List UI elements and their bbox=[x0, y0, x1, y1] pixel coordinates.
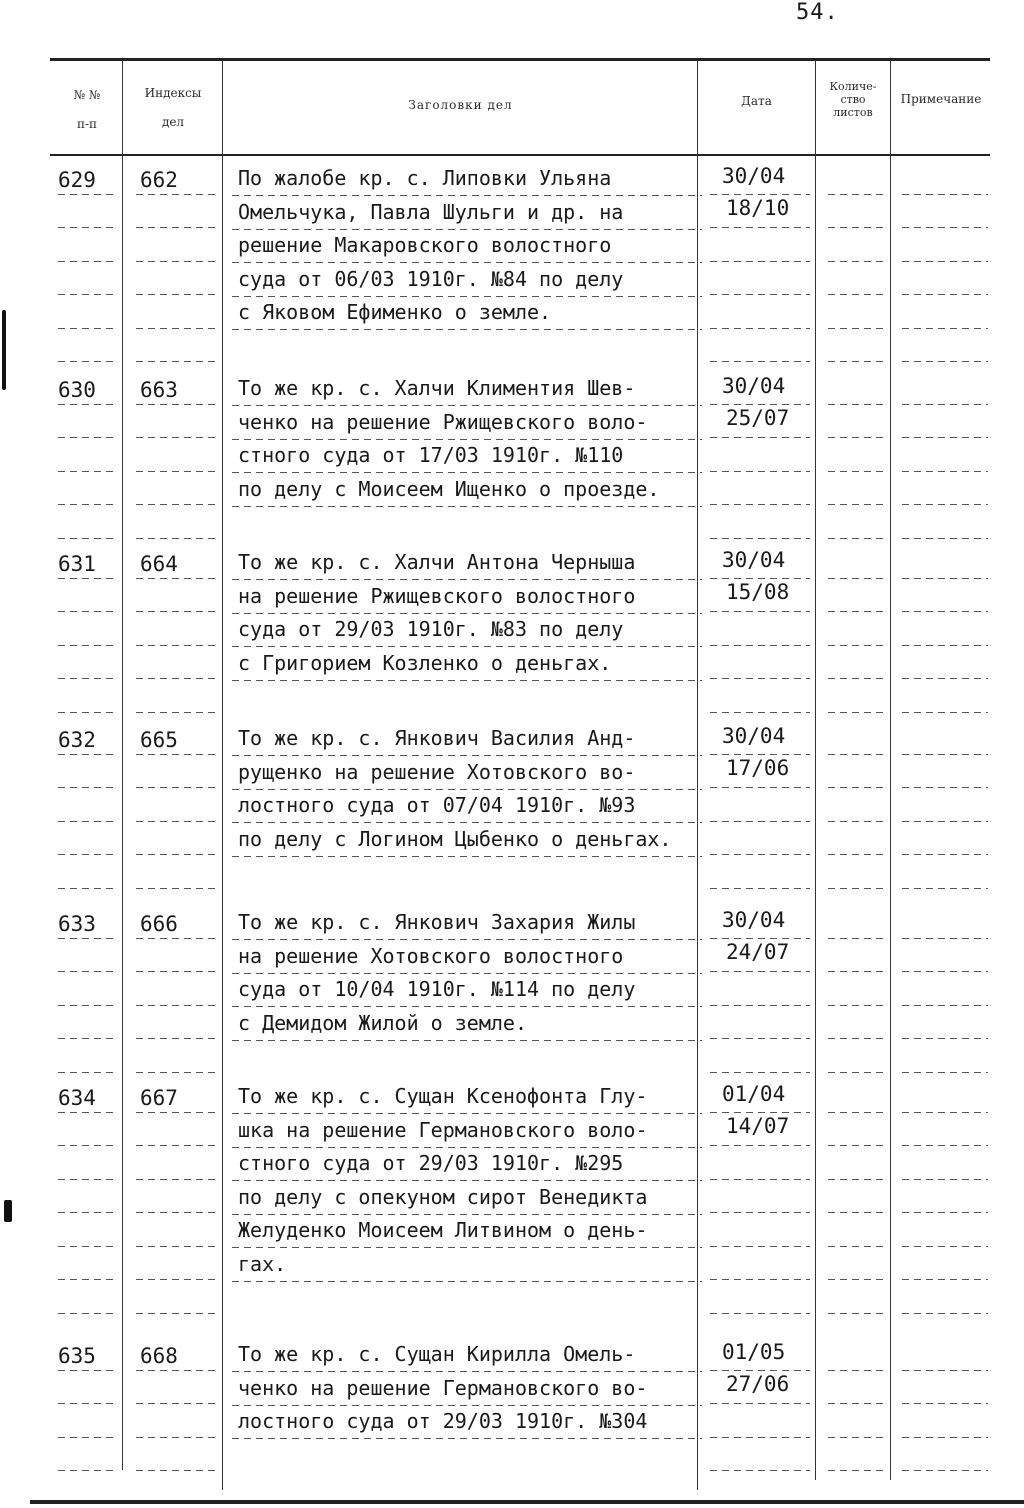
header-note: Примечание bbox=[900, 92, 982, 106]
ruling-dash bbox=[58, 1370, 118, 1371]
row-title-line: То же кр. с. Янкович Василия Анд- bbox=[238, 726, 636, 750]
ruling-dash bbox=[828, 437, 884, 438]
ruling-dash bbox=[902, 1038, 988, 1039]
row-index: 667 bbox=[140, 1086, 178, 1110]
ruling-dash bbox=[136, 1005, 216, 1006]
ruling-dash bbox=[58, 787, 118, 788]
row-title-line: Желуденко Моисеем Литвином о день- bbox=[238, 1218, 648, 1242]
ruling-dash bbox=[136, 294, 216, 295]
underline-rule bbox=[232, 472, 702, 473]
ruling-dash bbox=[828, 1038, 884, 1039]
ruling-dash bbox=[136, 1038, 216, 1039]
row-date-start: 30/04 bbox=[722, 374, 786, 398]
ruling-dash bbox=[828, 1145, 884, 1146]
row-date-end: 24/07 bbox=[726, 940, 790, 964]
ruling-dash bbox=[58, 754, 118, 755]
underline-rule bbox=[232, 1438, 702, 1439]
ruling-dash bbox=[710, 678, 810, 679]
ruling-dash bbox=[58, 1212, 118, 1213]
ruling-dash bbox=[902, 1072, 988, 1073]
row-date-start: 01/04 bbox=[722, 1082, 786, 1106]
ruling-dash bbox=[828, 504, 884, 505]
underline-rule bbox=[232, 329, 702, 330]
ruling-dash bbox=[136, 538, 216, 539]
underline-rule bbox=[232, 613, 702, 614]
ruling-dash bbox=[58, 712, 118, 713]
ruling-dash bbox=[828, 1437, 884, 1438]
ruling-dash bbox=[902, 328, 988, 329]
ruling-dash bbox=[902, 971, 988, 972]
ruling-dash bbox=[58, 1470, 118, 1471]
ruling-dash bbox=[828, 938, 884, 939]
ruling-dash bbox=[828, 971, 884, 972]
ruling-dash bbox=[710, 888, 810, 889]
ruling-dash bbox=[710, 538, 810, 539]
ruling-dash bbox=[902, 194, 988, 195]
ruling-dash bbox=[902, 538, 988, 539]
ruling-dash bbox=[710, 1038, 810, 1039]
row-title-line: Омельчука, Павла Шульги и др. на bbox=[238, 199, 624, 224]
ruling-dash bbox=[902, 1179, 988, 1180]
ruling-dash bbox=[136, 678, 216, 679]
ruling-dash bbox=[828, 712, 884, 713]
ruling-dash bbox=[136, 645, 216, 646]
ruling-dash bbox=[828, 227, 884, 228]
ruling-dash bbox=[136, 471, 216, 472]
ruling-dash bbox=[710, 471, 810, 472]
row-title-line: с Демидом Жилой о земле. bbox=[238, 1010, 527, 1035]
ruling-dash bbox=[828, 1246, 884, 1247]
underline-rule bbox=[232, 973, 702, 974]
ruling-dash bbox=[58, 1437, 118, 1438]
ruling-dash bbox=[136, 1212, 216, 1213]
ruling-dash bbox=[902, 227, 988, 228]
row-index: 666 bbox=[140, 912, 178, 936]
ruling-dash bbox=[58, 361, 118, 362]
ruling-dash bbox=[136, 437, 216, 438]
ruling-dash bbox=[58, 821, 118, 822]
row-title-line: По жалобе кр. с. Липовки Ульяна bbox=[238, 166, 612, 190]
row-number: 629 bbox=[58, 168, 96, 192]
row-title-line: суда от 10/04 1910г. №114 по делу bbox=[238, 977, 636, 1001]
ruling-dash bbox=[902, 1370, 988, 1371]
ruling-dash bbox=[58, 1246, 118, 1247]
ruling-dash bbox=[710, 1313, 810, 1314]
row-number: 632 bbox=[58, 728, 96, 752]
ruling-dash bbox=[710, 404, 810, 405]
ruling-dash bbox=[828, 787, 884, 788]
row-date-start: 30/04 bbox=[722, 164, 786, 188]
ruling-dash bbox=[58, 1145, 118, 1146]
row-title-line: по делу с Моисеем Ищенко о проезде. bbox=[238, 476, 660, 501]
ruling-dash bbox=[58, 194, 118, 195]
ruling-dash bbox=[710, 645, 810, 646]
header-date: Дата bbox=[741, 94, 772, 108]
row-date-start: 30/04 bbox=[722, 548, 786, 572]
underline-rule bbox=[232, 579, 702, 580]
ruling-dash bbox=[710, 1246, 810, 1247]
underline-rule bbox=[232, 1247, 702, 1248]
ruling-dash bbox=[710, 1005, 810, 1006]
ruling-dash bbox=[710, 1279, 810, 1280]
row-title-line: суда от 06/03 1910г. №84 по делу bbox=[238, 266, 624, 291]
row-index: 663 bbox=[140, 378, 178, 402]
ruling-dash bbox=[710, 194, 810, 195]
ruling-dash bbox=[902, 1313, 988, 1314]
ruling-dash bbox=[58, 888, 118, 889]
ruling-dash bbox=[902, 888, 988, 889]
row-date-end: 18/10 bbox=[726, 196, 790, 220]
ruling-dash bbox=[136, 1072, 216, 1073]
row-title-line: стного суда от 17/03 1910г. №110 bbox=[238, 443, 624, 467]
ruling-dash bbox=[828, 471, 884, 472]
row-date-end: 15/08 bbox=[726, 580, 790, 604]
ruling-dash bbox=[828, 361, 884, 362]
ruling-dash bbox=[58, 227, 118, 228]
underline-rule bbox=[232, 680, 702, 681]
row-title-line: То же кр. с. Халчи Климентия Шев- bbox=[238, 376, 636, 400]
row-number: 633 bbox=[58, 912, 96, 936]
underline-rule bbox=[232, 789, 702, 790]
ruling-dash bbox=[58, 678, 118, 679]
ruling-dash bbox=[710, 1145, 810, 1146]
ruling-dash bbox=[136, 888, 216, 889]
ruling-dash bbox=[58, 1112, 118, 1113]
ruling-dash bbox=[710, 1112, 810, 1113]
row-title-line: суда от 29/03 1910г. №83 по делу bbox=[238, 617, 624, 641]
row-date-end: 17/06 bbox=[726, 756, 790, 780]
underline-rule bbox=[232, 1180, 702, 1181]
row-title-line: лостного суда от 29/03 1910г. №304 bbox=[238, 1409, 648, 1433]
row-title-line: гах. bbox=[238, 1251, 287, 1276]
row-title-line: на решение Ржищевского волостного bbox=[238, 583, 636, 608]
ruling-dash bbox=[136, 504, 216, 505]
row-title-line: с Григорием Козленко о деньгах. bbox=[238, 650, 612, 675]
ruling-dash bbox=[58, 328, 118, 329]
ruling-dash bbox=[136, 1246, 216, 1247]
ruling-dash bbox=[828, 645, 884, 646]
row-date-end: 14/07 bbox=[726, 1114, 790, 1138]
ruling-dash bbox=[710, 754, 810, 755]
ruling-dash bbox=[828, 1403, 884, 1404]
row-title-line: То же кр. с. Халчи Антона Черныша bbox=[238, 550, 636, 574]
ruling-dash bbox=[136, 854, 216, 855]
ruling-dash bbox=[136, 1437, 216, 1438]
ruling-dash bbox=[710, 328, 810, 329]
ruling-dash bbox=[58, 854, 118, 855]
ruling-dash bbox=[902, 1112, 988, 1113]
underline-rule bbox=[232, 296, 702, 297]
ruling-dash bbox=[828, 854, 884, 855]
underline-rule bbox=[232, 506, 702, 507]
ruling-dash bbox=[828, 328, 884, 329]
ruling-dash bbox=[58, 437, 118, 438]
ruling-dash bbox=[58, 645, 118, 646]
row-date-end: 25/07 bbox=[726, 406, 790, 430]
ruling-dash bbox=[136, 1145, 216, 1146]
table-header-rule bbox=[50, 154, 990, 156]
row-index: 668 bbox=[140, 1344, 178, 1368]
row-number: 634 bbox=[58, 1086, 96, 1110]
row-title-line: шка на решение Германовского воло- bbox=[238, 1117, 648, 1142]
column-rule bbox=[697, 60, 698, 1490]
ruling-dash bbox=[828, 194, 884, 195]
column-rule bbox=[222, 60, 223, 1490]
ruling-dash bbox=[710, 1370, 810, 1371]
ruling-dash bbox=[710, 1437, 810, 1438]
ruling-dash bbox=[136, 194, 216, 195]
ruling-dash bbox=[710, 1470, 810, 1471]
ruling-dash bbox=[58, 504, 118, 505]
header-number: № № п-п bbox=[73, 88, 101, 131]
ruling-dash bbox=[902, 1279, 988, 1280]
ruling-dash bbox=[136, 1112, 216, 1113]
ruling-dash bbox=[902, 578, 988, 579]
ruling-dash bbox=[136, 361, 216, 362]
ruling-dash bbox=[58, 1072, 118, 1073]
ruling-dash bbox=[136, 754, 216, 755]
ruling-dash bbox=[902, 504, 988, 505]
ruling-dash bbox=[902, 712, 988, 713]
ruling-dash bbox=[828, 404, 884, 405]
ruling-dash bbox=[58, 538, 118, 539]
ruling-dash bbox=[136, 1313, 216, 1314]
ruling-dash bbox=[902, 437, 988, 438]
ruling-dash bbox=[902, 471, 988, 472]
row-title-line: То же кр. с. Янкович Захария Жилы bbox=[238, 910, 636, 934]
ruling-dash bbox=[828, 678, 884, 679]
underline-rule bbox=[232, 405, 702, 406]
ruling-dash bbox=[136, 821, 216, 822]
underline-rule bbox=[232, 195, 702, 196]
ruling-dash bbox=[58, 611, 118, 612]
ruling-dash bbox=[828, 1112, 884, 1113]
ruling-dash bbox=[58, 261, 118, 262]
row-title-line: по делу с Логином Цыбенко о деньгах. bbox=[238, 826, 672, 851]
row-title-line: лостного суда от 07/04 1910г. №93 bbox=[238, 793, 636, 817]
ruling-dash bbox=[902, 645, 988, 646]
ruling-dash bbox=[710, 787, 810, 788]
margin-mark bbox=[4, 1200, 12, 1222]
ruling-dash bbox=[58, 404, 118, 405]
ruling-dash bbox=[710, 712, 810, 713]
ruling-dash bbox=[136, 1370, 216, 1371]
row-title-line: по делу с опекуном сирот Венедикта bbox=[238, 1184, 648, 1209]
ruling-dash bbox=[710, 1212, 810, 1213]
ruling-dash bbox=[136, 1179, 216, 1180]
ruling-dash bbox=[710, 611, 810, 612]
row-title-line: ченко на решение Ржищевского воло- bbox=[238, 409, 648, 434]
ruling-dash bbox=[58, 471, 118, 472]
ruling-dash bbox=[902, 754, 988, 755]
row-index: 662 bbox=[140, 168, 178, 192]
underline-rule bbox=[232, 939, 702, 940]
ruling-dash bbox=[828, 821, 884, 822]
ruling-dash bbox=[710, 1072, 810, 1073]
ruling-dash bbox=[902, 821, 988, 822]
ruling-dash bbox=[136, 261, 216, 262]
ruling-dash bbox=[136, 1470, 216, 1471]
ruling-dash bbox=[710, 578, 810, 579]
ruling-dash bbox=[828, 294, 884, 295]
row-title-line: решение Макаровского волостного bbox=[238, 233, 612, 257]
ruling-dash bbox=[710, 854, 810, 855]
column-rule bbox=[815, 60, 816, 1480]
ruling-dash bbox=[136, 1403, 216, 1404]
ruling-dash bbox=[136, 578, 216, 579]
column-rule bbox=[890, 60, 891, 1480]
ruling-dash bbox=[902, 787, 988, 788]
underline-rule bbox=[232, 646, 702, 647]
ruling-dash bbox=[58, 1403, 118, 1404]
underline-rule bbox=[232, 755, 702, 756]
ruling-dash bbox=[828, 1179, 884, 1180]
ruling-dash bbox=[710, 227, 810, 228]
underline-rule bbox=[232, 1147, 702, 1148]
row-title-line: То же кр. с. Сущан Кирилла Омель- bbox=[238, 1342, 636, 1366]
ruling-dash bbox=[58, 938, 118, 939]
underline-rule bbox=[232, 1405, 702, 1406]
row-date-start: 01/05 bbox=[722, 1340, 786, 1364]
row-index: 665 bbox=[140, 728, 178, 752]
table-top-rule bbox=[50, 58, 990, 61]
ruling-dash bbox=[710, 1179, 810, 1180]
ruling-dash bbox=[828, 1313, 884, 1314]
ruling-dash bbox=[136, 1279, 216, 1280]
ruling-dash bbox=[902, 1145, 988, 1146]
row-number: 631 bbox=[58, 552, 96, 576]
ruling-dash bbox=[710, 294, 810, 295]
underline-rule bbox=[232, 262, 702, 263]
underline-rule bbox=[232, 439, 702, 440]
ruling-dash bbox=[136, 404, 216, 405]
ruling-dash bbox=[902, 1437, 988, 1438]
ruling-dash bbox=[902, 1212, 988, 1213]
ruling-dash bbox=[710, 1403, 810, 1404]
table-bottom-rule bbox=[30, 1500, 1024, 1504]
ruling-dash bbox=[710, 261, 810, 262]
ruling-dash bbox=[136, 611, 216, 612]
row-title-line: с Яковом Ефименко о земле. bbox=[238, 300, 552, 324]
column-rule bbox=[122, 60, 123, 1470]
ruling-dash bbox=[828, 1072, 884, 1073]
row-title-line: ченко на решение Германовского во- bbox=[238, 1375, 648, 1400]
underline-rule bbox=[232, 1006, 702, 1007]
header-count: Количе- ство листов bbox=[829, 80, 877, 119]
ruling-dash bbox=[58, 1179, 118, 1180]
ruling-dash bbox=[710, 971, 810, 972]
row-title-line: на решение Хотовского волостного bbox=[238, 943, 624, 968]
ruling-dash bbox=[828, 611, 884, 612]
row-date-start: 30/04 bbox=[722, 908, 786, 932]
underline-rule bbox=[232, 856, 702, 857]
ruling-dash bbox=[902, 261, 988, 262]
row-number: 630 bbox=[58, 378, 96, 402]
ruling-dash bbox=[902, 678, 988, 679]
ruling-dash bbox=[136, 971, 216, 972]
row-title-line: То же кр. с. Сущан Ксенофонта Глу- bbox=[238, 1084, 648, 1108]
ruling-dash bbox=[58, 1038, 118, 1039]
underline-rule bbox=[232, 229, 702, 230]
header-titles: Заголовки дел bbox=[408, 98, 513, 112]
ruling-dash bbox=[58, 294, 118, 295]
ruling-dash bbox=[828, 1005, 884, 1006]
ruling-dash bbox=[58, 1313, 118, 1314]
ruling-dash bbox=[828, 1212, 884, 1213]
page-number: 54. bbox=[796, 0, 839, 25]
ruling-dash bbox=[710, 821, 810, 822]
ruling-dash bbox=[902, 854, 988, 855]
ruling-dash bbox=[710, 361, 810, 362]
ruling-dash bbox=[710, 938, 810, 939]
ruling-dash bbox=[136, 938, 216, 939]
ruling-dash bbox=[828, 1279, 884, 1280]
ruling-dash bbox=[58, 1005, 118, 1006]
ruling-dash bbox=[902, 1246, 988, 1247]
row-index: 664 bbox=[140, 552, 178, 576]
underline-rule bbox=[232, 822, 702, 823]
underline-rule bbox=[232, 1214, 702, 1215]
underline-rule bbox=[232, 1113, 702, 1114]
ruling-dash bbox=[902, 938, 988, 939]
row-number: 635 bbox=[58, 1344, 96, 1368]
row-date-end: 27/06 bbox=[726, 1372, 790, 1396]
row-date-start: 30/04 bbox=[722, 724, 786, 748]
ruling-dash bbox=[58, 1279, 118, 1280]
ruling-dash bbox=[710, 504, 810, 505]
ruling-dash bbox=[828, 888, 884, 889]
ruling-dash bbox=[902, 294, 988, 295]
ruling-dash bbox=[902, 611, 988, 612]
ruling-dash bbox=[136, 227, 216, 228]
row-title-line: рущенко на решение Хотовского во- bbox=[238, 759, 636, 784]
ruling-dash bbox=[136, 787, 216, 788]
ruling-dash bbox=[902, 1470, 988, 1471]
ruling-dash bbox=[828, 538, 884, 539]
underline-rule bbox=[232, 1281, 702, 1282]
ruling-dash bbox=[828, 261, 884, 262]
ruling-dash bbox=[902, 1403, 988, 1404]
ruling-dash bbox=[902, 404, 988, 405]
underline-rule bbox=[232, 1371, 702, 1372]
ruling-dash bbox=[828, 754, 884, 755]
underline-rule bbox=[232, 1040, 702, 1041]
ruling-dash bbox=[902, 1005, 988, 1006]
header-index: Индексы дел bbox=[144, 86, 202, 129]
ruling-dash bbox=[58, 578, 118, 579]
ruling-dash bbox=[136, 328, 216, 329]
ruling-dash bbox=[902, 361, 988, 362]
ruling-dash bbox=[828, 1370, 884, 1371]
ruling-dash bbox=[828, 578, 884, 579]
ruling-dash bbox=[58, 971, 118, 972]
ruling-dash bbox=[710, 437, 810, 438]
ruling-dash bbox=[828, 1470, 884, 1471]
ruling-dash bbox=[136, 712, 216, 713]
row-title-line: стного суда от 29/03 1910г. №295 bbox=[238, 1151, 624, 1175]
margin-mark bbox=[2, 310, 6, 390]
